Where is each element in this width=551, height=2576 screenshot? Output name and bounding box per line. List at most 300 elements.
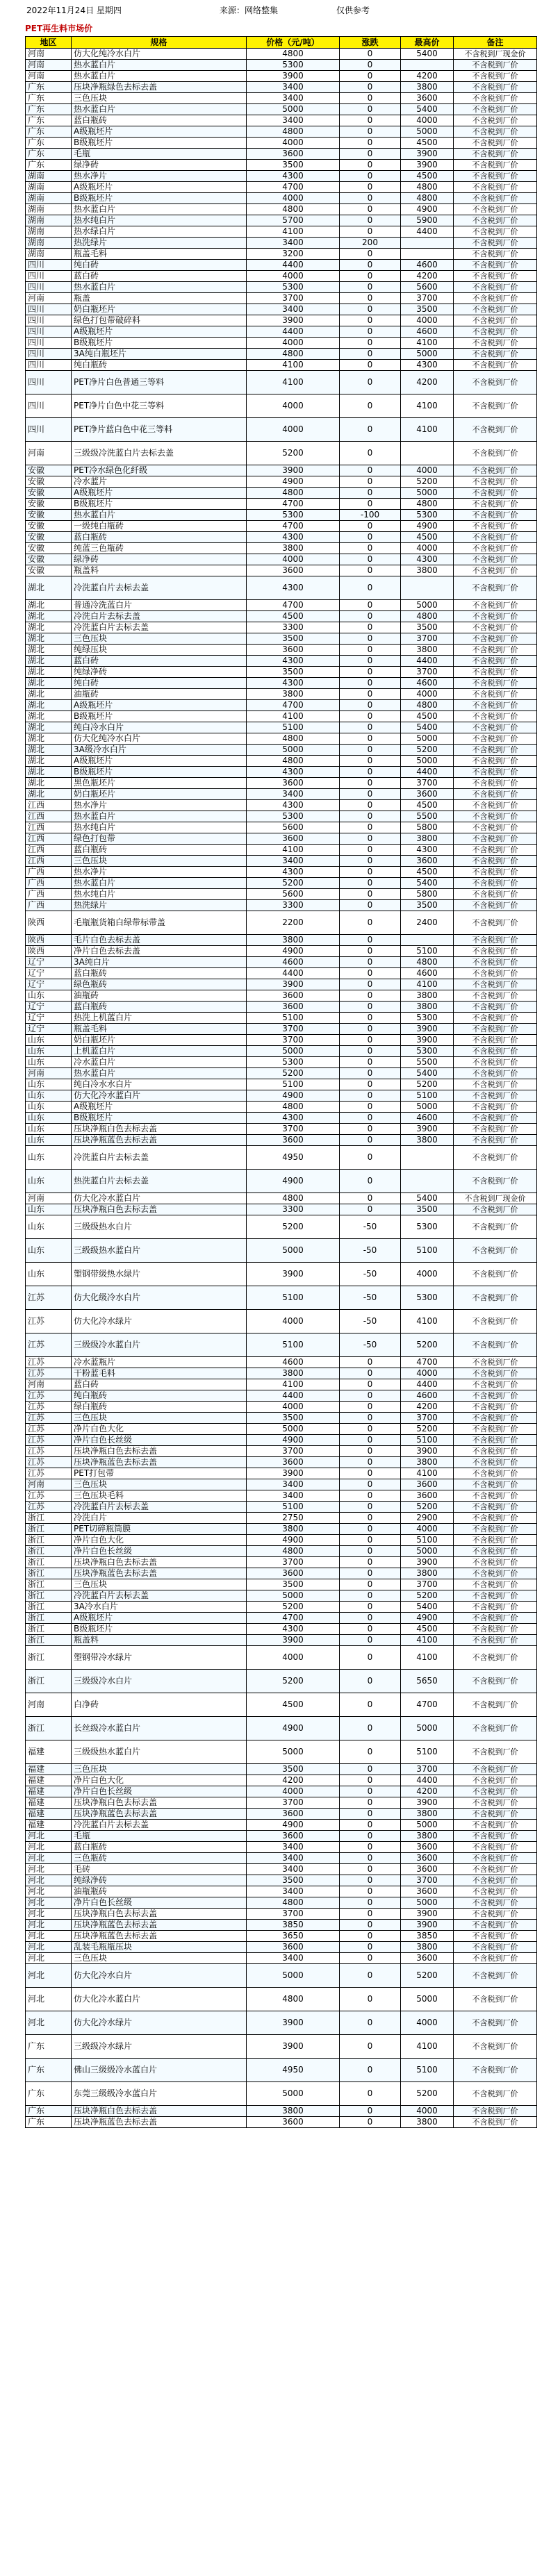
price-cell: 3600 bbox=[247, 645, 340, 656]
spec-cell: 压块净瓶白色去标去盖 bbox=[72, 1124, 247, 1135]
price-cell: 4300 bbox=[247, 656, 340, 667]
table-row bbox=[26, 1897, 537, 1909]
spec-cell: 三级级热水蓝白片 bbox=[72, 1239, 247, 1263]
high-price-cell: 5800 bbox=[401, 889, 454, 900]
high-price-cell: 4500 bbox=[401, 138, 454, 149]
price-cell: 4000 bbox=[247, 1402, 340, 1413]
price-cell: 5100 bbox=[247, 1502, 340, 1513]
region-cell: 湖南 bbox=[26, 204, 72, 215]
table-row bbox=[26, 1546, 537, 1557]
spec-cell: 纯白砖 bbox=[72, 260, 247, 271]
table-row bbox=[26, 576, 537, 600]
high-price-cell: 5100 bbox=[401, 1239, 454, 1263]
note-cell: 不含税到厂价 bbox=[454, 1513, 537, 1524]
spec-cell: PET冷水绿色化纤级 bbox=[72, 465, 247, 476]
change-cell: 0 bbox=[340, 1717, 401, 1740]
price-cell: 3800 bbox=[247, 2106, 340, 2117]
note-cell: 不含税到厂价 bbox=[454, 689, 537, 700]
change-cell: 0 bbox=[340, 49, 401, 60]
table-row bbox=[26, 1424, 537, 1435]
change-cell: 0 bbox=[340, 756, 401, 767]
note-cell: 不含税到厂价 bbox=[454, 1446, 537, 1457]
change-cell: 0 bbox=[340, 1809, 401, 1820]
region-cell: 江西 bbox=[26, 811, 72, 822]
high-price-cell: 4300 bbox=[401, 845, 454, 856]
price-cell: 3600 bbox=[247, 1809, 340, 1820]
price-cell: 4800 bbox=[247, 49, 340, 60]
table-row bbox=[26, 667, 537, 678]
price-cell: 4300 bbox=[247, 800, 340, 811]
change-cell: 0 bbox=[340, 532, 401, 543]
region-cell: 广东 bbox=[26, 126, 72, 138]
change-cell: 0 bbox=[340, 845, 401, 856]
region-cell: 河北 bbox=[26, 1942, 72, 1953]
spec-cell: 压块净瓶白色去标去盖 bbox=[72, 1909, 247, 1920]
region-cell: 湖北 bbox=[26, 667, 72, 678]
note-cell: 不含税到厂价 bbox=[454, 532, 537, 543]
price-cell: 4400 bbox=[247, 260, 340, 271]
spec-cell: 冷洗蓝白片去标去盖 bbox=[72, 1820, 247, 1831]
table-row bbox=[26, 115, 537, 126]
region-cell: 湖北 bbox=[26, 633, 72, 645]
change-cell: 0 bbox=[340, 968, 401, 979]
change-cell: 0 bbox=[340, 1513, 401, 1524]
note-cell: 不含税到厂价 bbox=[454, 833, 537, 845]
region-cell: 浙江 bbox=[26, 1557, 72, 1568]
spec-cell: 压块净瓶蓝色去标去盖 bbox=[72, 1135, 247, 1146]
table-row bbox=[26, 979, 537, 990]
spec-cell: 仿大化纯冷水白片 bbox=[72, 733, 247, 745]
price-cell: 4800 bbox=[247, 1988, 340, 2011]
change-cell: 0 bbox=[340, 1988, 401, 2011]
note-cell: 不含税到厂价 bbox=[454, 1886, 537, 1897]
high-price-cell: 2400 bbox=[401, 911, 454, 935]
note-cell: 不含税到厂价 bbox=[454, 622, 537, 633]
change-cell: 0 bbox=[340, 1842, 401, 1853]
change-cell: 0 bbox=[340, 900, 401, 911]
high-price-cell: 4400 bbox=[401, 226, 454, 238]
change-cell: 0 bbox=[340, 645, 401, 656]
region-cell: 河南 bbox=[26, 1693, 72, 1717]
spec-cell: 热水纯白片 bbox=[72, 822, 247, 833]
high-price-cell: 4000 bbox=[401, 2106, 454, 2117]
spec-cell: 压块净瓶蓝色去标去盖 bbox=[72, 1920, 247, 1931]
price-cell: 4100 bbox=[247, 1379, 340, 1390]
price-cell: 5600 bbox=[247, 889, 340, 900]
change-cell: -50 bbox=[340, 1239, 401, 1263]
region-cell: 安徽 bbox=[26, 465, 72, 476]
change-cell: 0 bbox=[340, 1942, 401, 1953]
table-row bbox=[26, 1613, 537, 1624]
change-cell: 0 bbox=[340, 182, 401, 193]
table-row bbox=[26, 193, 537, 204]
table-row bbox=[26, 82, 537, 93]
region-cell: 湖北 bbox=[26, 576, 72, 600]
price-cell: 4950 bbox=[247, 2059, 340, 2082]
high-price-cell: 3500 bbox=[401, 622, 454, 633]
note-cell: 不含税到厂价 bbox=[454, 1490, 537, 1502]
region-cell: 福建 bbox=[26, 1786, 72, 1797]
note-cell: 不含税到厂价 bbox=[454, 1864, 537, 1875]
table-row bbox=[26, 767, 537, 778]
region-cell: 四川 bbox=[26, 418, 72, 442]
note-cell: 不含税到厂价 bbox=[454, 104, 537, 115]
change-cell: 0 bbox=[340, 1368, 401, 1379]
change-cell: 0 bbox=[340, 149, 401, 160]
change-cell: 0 bbox=[340, 1602, 401, 1613]
change-cell: 0 bbox=[340, 957, 401, 968]
note-cell: 不含税到厂价 bbox=[454, 1646, 537, 1670]
change-cell: 0 bbox=[340, 1740, 401, 1764]
spec-cell: 油瓶瓶砖 bbox=[72, 1886, 247, 1897]
price-cell: 5000 bbox=[247, 1424, 340, 1435]
spec-cell: PET净片白色普通三等料 bbox=[72, 371, 247, 394]
price-cell: 3400 bbox=[247, 1490, 340, 1502]
change-cell: 0 bbox=[340, 71, 401, 82]
change-cell: 0 bbox=[340, 1424, 401, 1435]
high-price-cell: 5100 bbox=[401, 1435, 454, 1446]
spec-cell: 压块净瓶白色去标去盖 bbox=[72, 1797, 247, 1809]
high-price-cell: 4600 bbox=[401, 326, 454, 338]
note-cell: 不含税到厂价 bbox=[454, 360, 537, 371]
region-cell: 湖北 bbox=[26, 678, 72, 689]
change-cell: 0 bbox=[340, 1775, 401, 1786]
high-price-cell: 3600 bbox=[401, 1953, 454, 1964]
high-price-cell: 5000 bbox=[401, 733, 454, 745]
price-cell: 3600 bbox=[247, 1831, 340, 1842]
note-cell: 不含税到厂价 bbox=[454, 822, 537, 833]
high-price-cell: 5000 bbox=[401, 756, 454, 767]
spec-cell: PET净片蓝白色中花三等料 bbox=[72, 418, 247, 442]
change-cell: 0 bbox=[340, 2082, 401, 2106]
region-cell: 河北 bbox=[26, 1864, 72, 1875]
table-row bbox=[26, 260, 537, 271]
price-cell: 4400 bbox=[247, 968, 340, 979]
price-cell: 4900 bbox=[247, 476, 340, 488]
high-price-cell: 3700 bbox=[401, 293, 454, 304]
price-cell: 4700 bbox=[247, 521, 340, 532]
price-cell: 3500 bbox=[247, 1764, 340, 1775]
region-cell: 广东 bbox=[26, 160, 72, 171]
note-cell: 不含税到厂价 bbox=[454, 935, 537, 946]
table-row bbox=[26, 499, 537, 510]
region-cell: 湖北 bbox=[26, 789, 72, 800]
change-cell: 0 bbox=[340, 1590, 401, 1602]
price-cell: 3500 bbox=[247, 160, 340, 171]
high-price-cell: 4600 bbox=[401, 678, 454, 689]
change-cell: 0 bbox=[340, 93, 401, 104]
price-cell: 3900 bbox=[247, 315, 340, 326]
region-cell: 江苏 bbox=[26, 1502, 72, 1513]
change-cell: 200 bbox=[340, 238, 401, 249]
change-cell: 0 bbox=[340, 271, 401, 282]
region-cell: 广东 bbox=[26, 2106, 72, 2117]
price-cell: 5300 bbox=[247, 1057, 340, 1068]
table-row bbox=[26, 800, 537, 811]
note-cell: 不含税到厂价 bbox=[454, 204, 537, 215]
high-price-cell: 5200 bbox=[401, 2082, 454, 2106]
note-cell: 不含税到厂价 bbox=[454, 115, 537, 126]
price-cell: 3400 bbox=[247, 115, 340, 126]
table-row bbox=[26, 2106, 537, 2117]
change-cell: 0 bbox=[340, 1864, 401, 1875]
price-cell: 4700 bbox=[247, 1613, 340, 1624]
spec-cell: B级瓶坯片 bbox=[72, 499, 247, 510]
table-row bbox=[26, 1886, 537, 1897]
high-price-cell: 3900 bbox=[401, 1557, 454, 1568]
note-cell: 不含税到厂现金价 bbox=[454, 49, 537, 60]
spec-cell: 净片白色长丝级 bbox=[72, 1546, 247, 1557]
spec-cell: 蓝白砖 bbox=[72, 1379, 247, 1390]
region-cell: 浙江 bbox=[26, 1670, 72, 1693]
region-cell: 湖南 bbox=[26, 171, 72, 182]
spec-cell: 蓝白瓶砖 bbox=[72, 115, 247, 126]
spec-cell: 仿大化冷水绿片 bbox=[72, 1310, 247, 1333]
change-cell: 0 bbox=[340, 1670, 401, 1693]
high-price-cell: 5200 bbox=[401, 1424, 454, 1435]
spec-cell: 压块净瓶白色去标去盖 bbox=[72, 1446, 247, 1457]
price-cell: 4900 bbox=[247, 1170, 340, 1193]
table-row bbox=[26, 733, 537, 745]
table-row bbox=[26, 778, 537, 789]
region-cell: 河北 bbox=[26, 1953, 72, 1964]
region-cell: 河北 bbox=[26, 1909, 72, 1920]
region-cell: 四川 bbox=[26, 260, 72, 271]
change-cell: 0 bbox=[340, 1964, 401, 1988]
region-cell: 广东 bbox=[26, 138, 72, 149]
change-cell: 0 bbox=[340, 1646, 401, 1670]
price-cell: 3400 bbox=[247, 82, 340, 93]
region-cell: 广东 bbox=[26, 104, 72, 115]
price-cell: 4700 bbox=[247, 600, 340, 611]
table-row bbox=[26, 756, 537, 767]
note-cell: 不含税到厂价 bbox=[454, 811, 537, 822]
region-cell: 湖南 bbox=[26, 238, 72, 249]
change-cell: 0 bbox=[340, 1613, 401, 1624]
high-price-cell: 4600 bbox=[401, 1113, 454, 1124]
note-cell: 不含税到厂价 bbox=[454, 1390, 537, 1402]
spec-cell: 乱装毛瓶瓶压块 bbox=[72, 1942, 247, 1953]
high-price-cell: 3900 bbox=[401, 1024, 454, 1035]
price-cell: 3600 bbox=[247, 1942, 340, 1953]
change-cell: 0 bbox=[340, 722, 401, 733]
note-cell: 不含税到厂价 bbox=[454, 394, 537, 418]
spec-cell: 压块净瓶绿色去标去盖 bbox=[72, 82, 247, 93]
price-cell: 4000 bbox=[247, 338, 340, 349]
table-row bbox=[26, 1646, 537, 1670]
table-row bbox=[26, 1079, 537, 1090]
note-cell: 不含税到厂价 bbox=[454, 1624, 537, 1635]
table-row bbox=[26, 1333, 537, 1357]
high-price-cell: 4100 bbox=[401, 979, 454, 990]
table-header-row bbox=[26, 37, 537, 49]
note-cell: 不含税到厂价 bbox=[454, 315, 537, 326]
high-price-cell: 3900 bbox=[401, 1909, 454, 1920]
price-cell: 3400 bbox=[247, 1853, 340, 1864]
high-price-cell: 4300 bbox=[401, 360, 454, 371]
change-cell: 0 bbox=[340, 789, 401, 800]
high-price-cell bbox=[401, 1146, 454, 1170]
spec-cell: 热洗上机蓝白片 bbox=[72, 1013, 247, 1024]
region-cell: 江苏 bbox=[26, 1402, 72, 1413]
table-row bbox=[26, 1113, 537, 1124]
high-price-cell: 5000 bbox=[401, 1102, 454, 1113]
region-cell: 安徽 bbox=[26, 532, 72, 543]
spec-cell: 净片白色大化 bbox=[72, 1535, 247, 1546]
note-cell: 不含税到厂价 bbox=[454, 193, 537, 204]
region-cell: 四川 bbox=[26, 271, 72, 282]
note-cell: 不含税到厂价 bbox=[454, 1842, 537, 1853]
note-cell: 不含税到厂价 bbox=[454, 60, 537, 71]
change-cell: 0 bbox=[340, 418, 401, 442]
change-cell: 0 bbox=[340, 326, 401, 338]
region-cell: 安徽 bbox=[26, 488, 72, 499]
high-price-cell: 4600 bbox=[401, 1390, 454, 1402]
note-cell: 不含税到厂价 bbox=[454, 226, 537, 238]
change-cell: 0 bbox=[340, 656, 401, 667]
table-row bbox=[26, 1368, 537, 1379]
note-cell: 不含税到厂价 bbox=[454, 1853, 537, 1864]
change-cell: 0 bbox=[340, 1524, 401, 1535]
table-row bbox=[26, 745, 537, 756]
change-cell: 0 bbox=[340, 1013, 401, 1024]
region-cell: 四川 bbox=[26, 304, 72, 315]
note-cell: 不含税到厂价 bbox=[454, 1468, 537, 1479]
price-cell: 4800 bbox=[247, 756, 340, 767]
price-cell: 3600 bbox=[247, 149, 340, 160]
spec-cell: 热水蓝白片 bbox=[72, 1068, 247, 1079]
region-cell: 河南 bbox=[26, 442, 72, 465]
note-cell: 不含税到厂价 bbox=[454, 171, 537, 182]
high-price-cell: 5400 bbox=[401, 49, 454, 60]
price-cell: 4000 bbox=[247, 138, 340, 149]
note-cell: 不含税到厂价 bbox=[454, 260, 537, 271]
price-cell: 5100 bbox=[247, 1286, 340, 1310]
region-cell: 浙江 bbox=[26, 1624, 72, 1635]
spec-cell: 仿大化冷水绿片 bbox=[72, 2011, 247, 2035]
change-cell: -50 bbox=[340, 1215, 401, 1239]
note-cell: 不含税到厂价 bbox=[454, 1263, 537, 1286]
high-price-cell: 5000 bbox=[401, 1717, 454, 1740]
note-cell: 不含税到厂价 bbox=[454, 733, 537, 745]
table-row bbox=[26, 2035, 537, 2059]
change-cell: 0 bbox=[340, 1146, 401, 1170]
high-price-cell bbox=[401, 249, 454, 260]
note-cell: 不含税到厂价 bbox=[454, 1046, 537, 1057]
price-cell: 3900 bbox=[247, 2011, 340, 2035]
region-cell: 山东 bbox=[26, 1079, 72, 1090]
high-price-cell: 5000 bbox=[401, 1897, 454, 1909]
region-cell: 广东 bbox=[26, 2117, 72, 2128]
spec-cell: A级瓶坯片 bbox=[72, 326, 247, 338]
change-cell: 0 bbox=[340, 1920, 401, 1931]
region-cell: 山东 bbox=[26, 1146, 72, 1170]
change-cell: 0 bbox=[340, 1170, 401, 1193]
region-cell: 河南 bbox=[26, 1068, 72, 1079]
change-cell: 0 bbox=[340, 82, 401, 93]
spec-cell: B级瓶坯片 bbox=[72, 193, 247, 204]
high-price-cell: 4200 bbox=[401, 1402, 454, 1413]
price-cell: 4700 bbox=[247, 499, 340, 510]
high-price-cell: 4200 bbox=[401, 71, 454, 82]
price-cell: 4800 bbox=[247, 349, 340, 360]
table-row bbox=[26, 1446, 537, 1457]
region-cell: 福建 bbox=[26, 1797, 72, 1809]
table-row bbox=[26, 226, 537, 238]
change-cell: 0 bbox=[340, 293, 401, 304]
table-row bbox=[26, 1717, 537, 1740]
table-row bbox=[26, 1809, 537, 1820]
table-row bbox=[26, 789, 537, 800]
table-row bbox=[26, 1602, 537, 1613]
note-cell: 不含税到厂价 bbox=[454, 1024, 537, 1035]
table-row bbox=[26, 532, 537, 543]
note-cell: 不含税到厂价 bbox=[454, 1942, 537, 1953]
region-cell: 福建 bbox=[26, 1775, 72, 1786]
change-cell: 0 bbox=[340, 1135, 401, 1146]
note-cell: 不含税到厂价 bbox=[454, 1786, 537, 1797]
spec-cell: 热洗绿片 bbox=[72, 900, 247, 911]
change-cell: 0 bbox=[340, 935, 401, 946]
note-cell: 不含税到厂价 bbox=[454, 2117, 537, 2128]
change-cell: -50 bbox=[340, 1310, 401, 1333]
table-row bbox=[26, 1490, 537, 1502]
spec-cell: 热水净片 bbox=[72, 171, 247, 182]
table-row bbox=[26, 1102, 537, 1113]
high-price-cell: 4000 bbox=[401, 465, 454, 476]
spec-cell: 压块净瓶蓝色去标去盖 bbox=[72, 1568, 247, 1579]
table-row bbox=[26, 911, 537, 935]
price-table bbox=[25, 36, 537, 2128]
table-row bbox=[26, 1513, 537, 1524]
high-price-cell: 3500 bbox=[401, 900, 454, 911]
note-cell: 不含税到厂价 bbox=[454, 1479, 537, 1490]
high-price-cell: 5200 bbox=[401, 1079, 454, 1090]
change-cell: -50 bbox=[340, 1263, 401, 1286]
note-cell: 不含税到厂价 bbox=[454, 1953, 537, 1964]
high-price-cell: 4800 bbox=[401, 193, 454, 204]
note-cell: 不含税到厂价 bbox=[454, 1897, 537, 1909]
region-cell: 河北 bbox=[26, 1988, 72, 2011]
note-cell: 不含税到厂价 bbox=[454, 93, 537, 104]
spec-cell: 净片白色去标去盖 bbox=[72, 946, 247, 957]
note-cell: 不含税到厂价 bbox=[454, 371, 537, 394]
high-price-cell bbox=[401, 60, 454, 71]
price-cell: 4900 bbox=[247, 946, 340, 957]
price-cell: 5300 bbox=[247, 60, 340, 71]
spec-cell: 白净砖 bbox=[72, 1693, 247, 1717]
column-header-price: 价格（元/吨） bbox=[247, 37, 340, 49]
note-cell: 不含税到厂价 bbox=[454, 1357, 537, 1368]
table-row bbox=[26, 1964, 537, 1988]
high-price-cell: 5000 bbox=[401, 1988, 454, 2011]
spec-cell: 三级级冷洗蓝白片去标去盖 bbox=[72, 442, 247, 465]
note-cell: 不含税到厂价 bbox=[454, 800, 537, 811]
spec-cell: 瓶盖料 bbox=[72, 1635, 247, 1646]
change-cell: 0 bbox=[340, 1413, 401, 1424]
table-row bbox=[26, 1988, 537, 2011]
spec-cell: 三色压块 bbox=[72, 1479, 247, 1490]
high-price-cell: 4700 bbox=[401, 1693, 454, 1717]
spec-cell: 冷洗蓝白片去标去盖 bbox=[72, 1590, 247, 1602]
price-cell: 5000 bbox=[247, 1239, 340, 1263]
price-cell: 3500 bbox=[247, 1875, 340, 1886]
change-cell: 0 bbox=[340, 1897, 401, 1909]
spec-cell: 冷水蓝片 bbox=[72, 476, 247, 488]
table-row bbox=[26, 633, 537, 645]
region-cell: 四川 bbox=[26, 394, 72, 418]
region-cell: 安徽 bbox=[26, 565, 72, 576]
